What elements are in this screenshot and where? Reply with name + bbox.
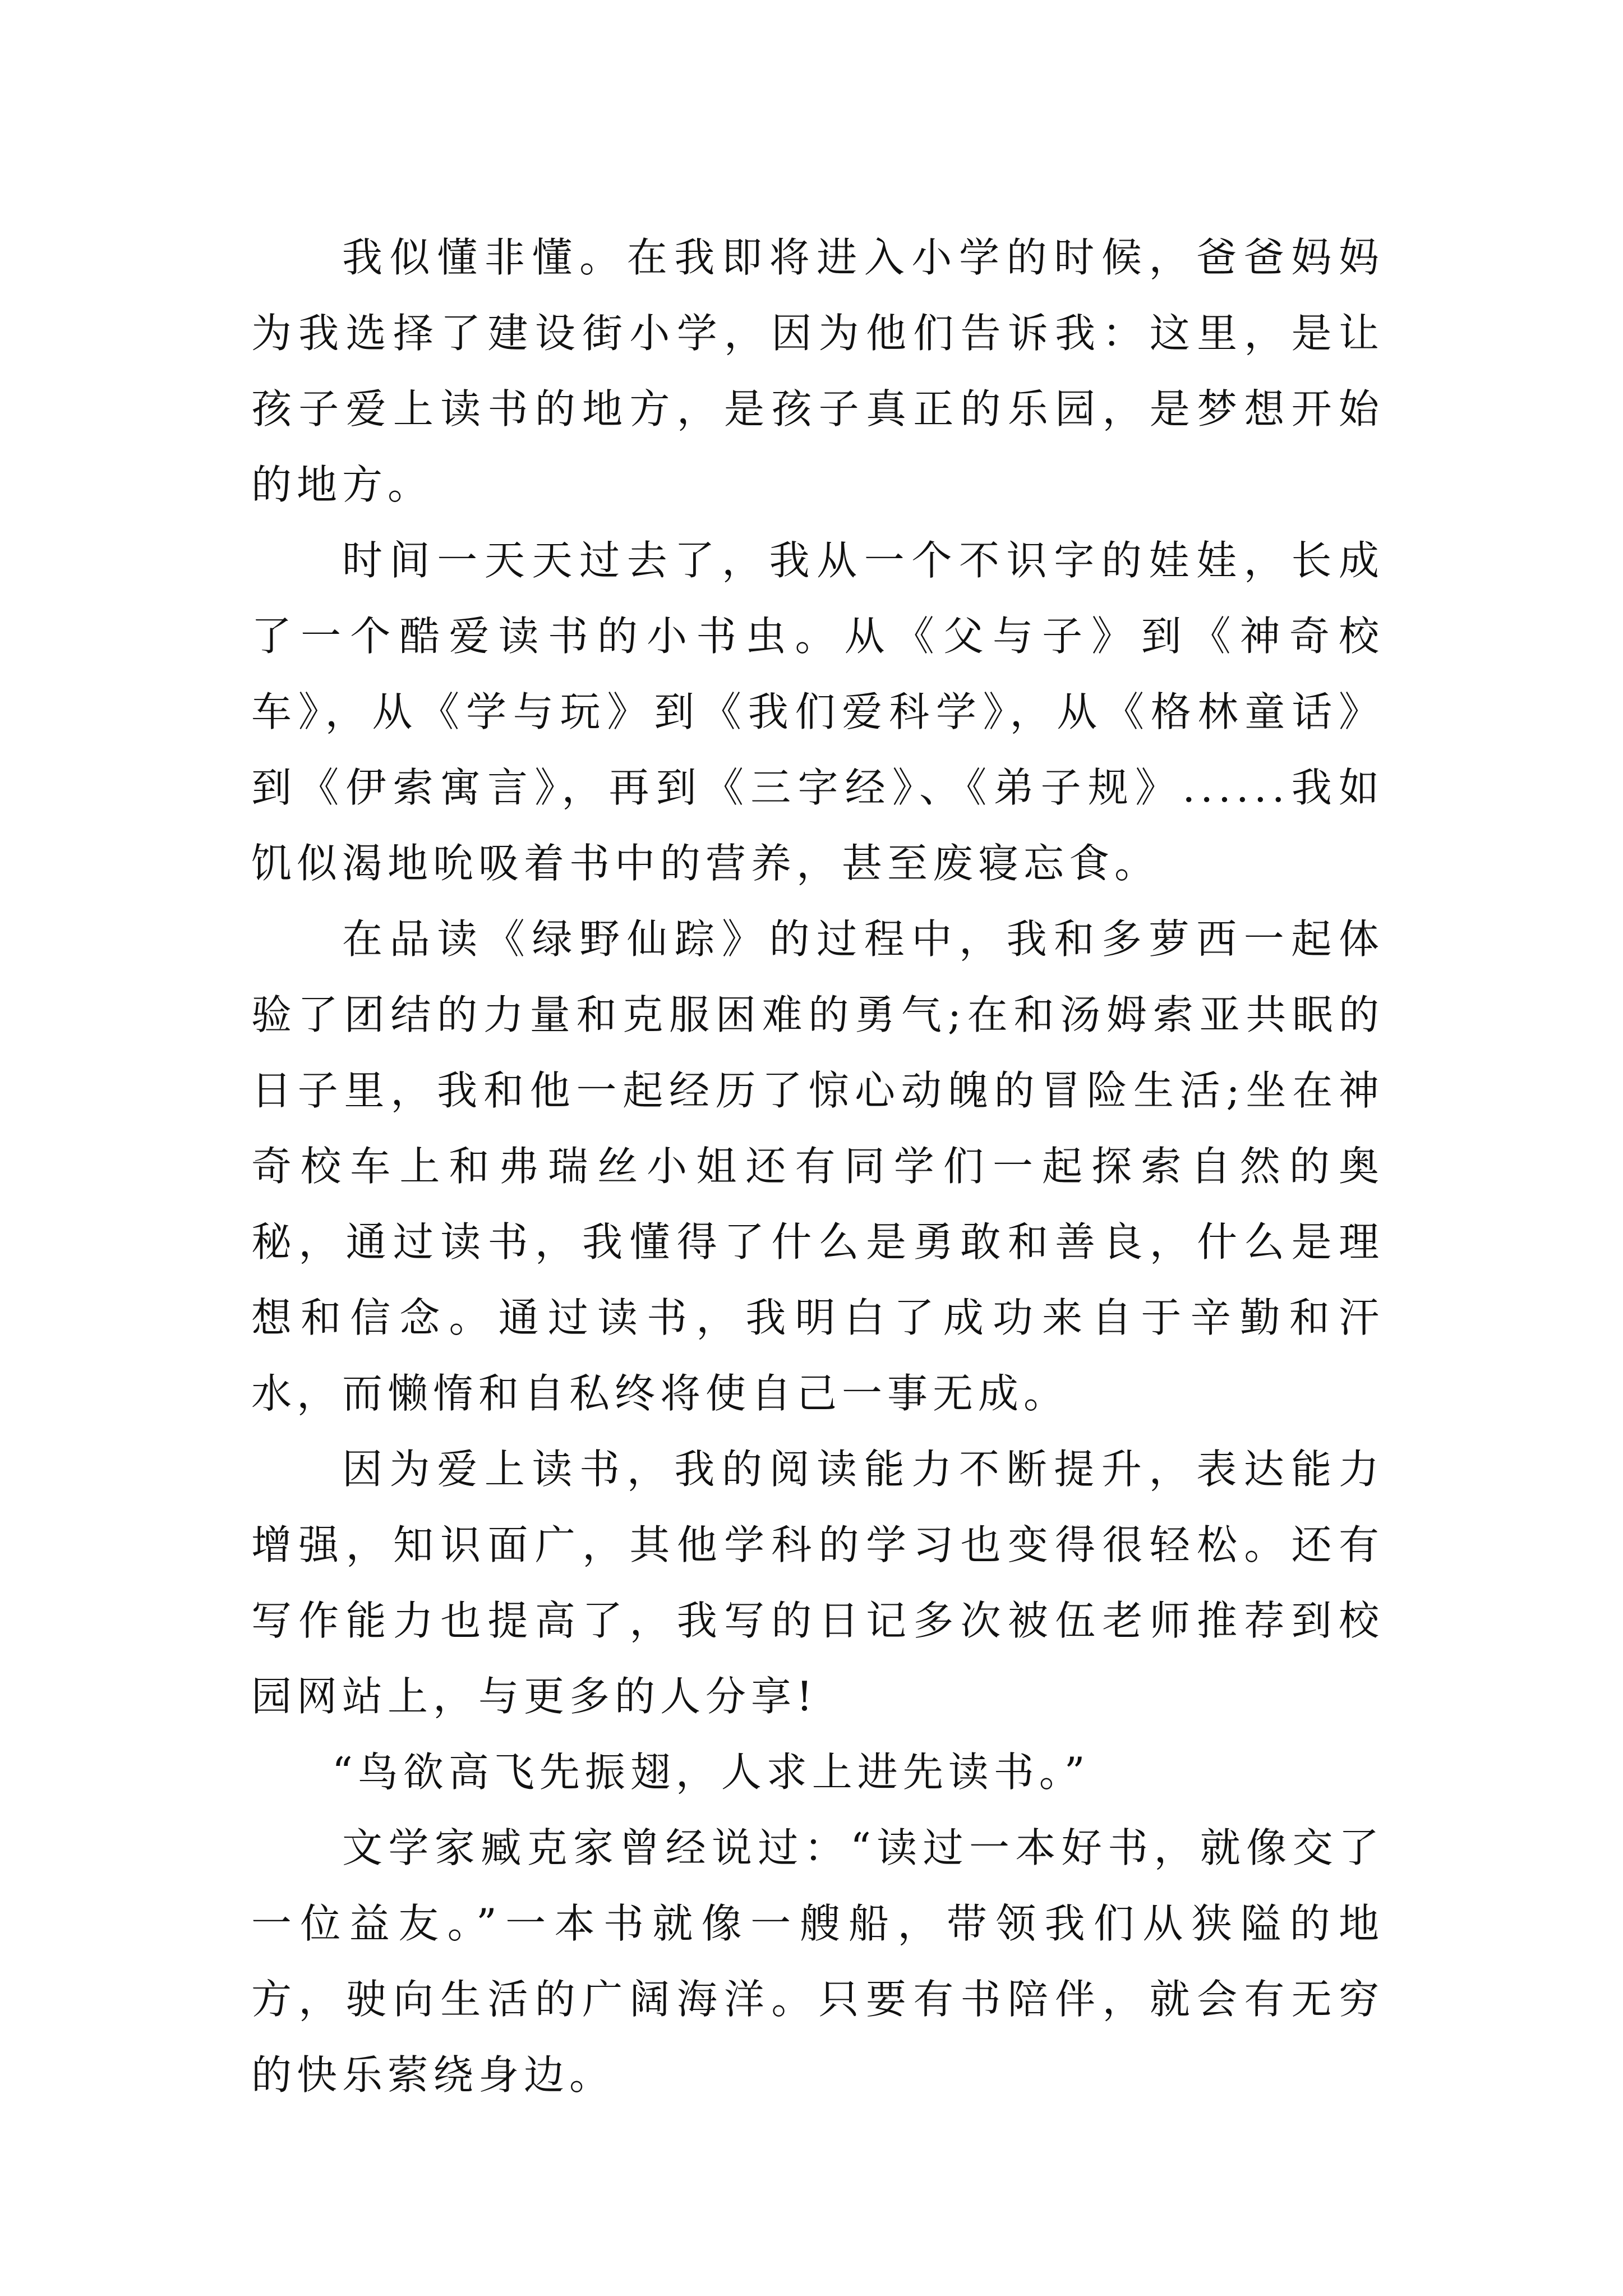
document-body: [251, 220, 1384, 2113]
paragraph-6: 文学家臧克家曾经说过：“读过一本好书，就像交了一位益友。”一本书就像一艘船，带领我们从狭隘的地方，驶向生活的广阔海洋。只要有书陪伴，就会有无穷的快乐萦绕身边。: [251, 1824, 1384, 2099]
paragraph-1: 我似懂非懂。在我即将进入小学的时候，爸爸妈妈为我选择了建设街小学，因为他们告诉我：这里，是让孩子爱上读书的地方，是孩子真正的乐园，是梦想开始的地方。: [251, 234, 1384, 508]
paragraph-2: 时间一天天过去了，我从一个不识字的娃娃，长成了一个酷爱读书的小书虫。从《父与子》到《神奇校车》，从《学与玩》到《我们爱科学》，从《格林童话》到《伊索寓言》，再到《三字经》、《弟子规》......我如饥似渴地吮吸着书中的营养，甚至废寝忘食。: [251, 537, 1384, 887]
paragraph-3: 在品读《绿野仙踪》的过程中，我和多萝西一起体验了团结的力量和克服困难的勇气;在和汤姆索亚共眠的日子里，我和他一起经历了惊心动魄的冒险生活;坐在神奇校车上和弗瑞丝小姐还有同学们一起探索自然的奥秘，通过读书，我懂得了什么是勇敢和善良，什么是理想和信念。通过读书，我明白了成功来自于辛勤和汗水，而懒惰和自私终将使自己一事无成。: [251, 915, 1384, 1417]
paragraph-quote: “鸟欲高飞先振翅，人求上进先读书。”: [332, 1749, 1090, 1796]
paragraph-4: 因为爱上读书，我的阅读能力不断提升，表达能力增强，知识面广，其他学科的学习也变得很轻松。还有写作能力也提高了，我写的日记多次被伍老师推荐到校园网站上，与更多的人分享!: [251, 1446, 1384, 1720]
